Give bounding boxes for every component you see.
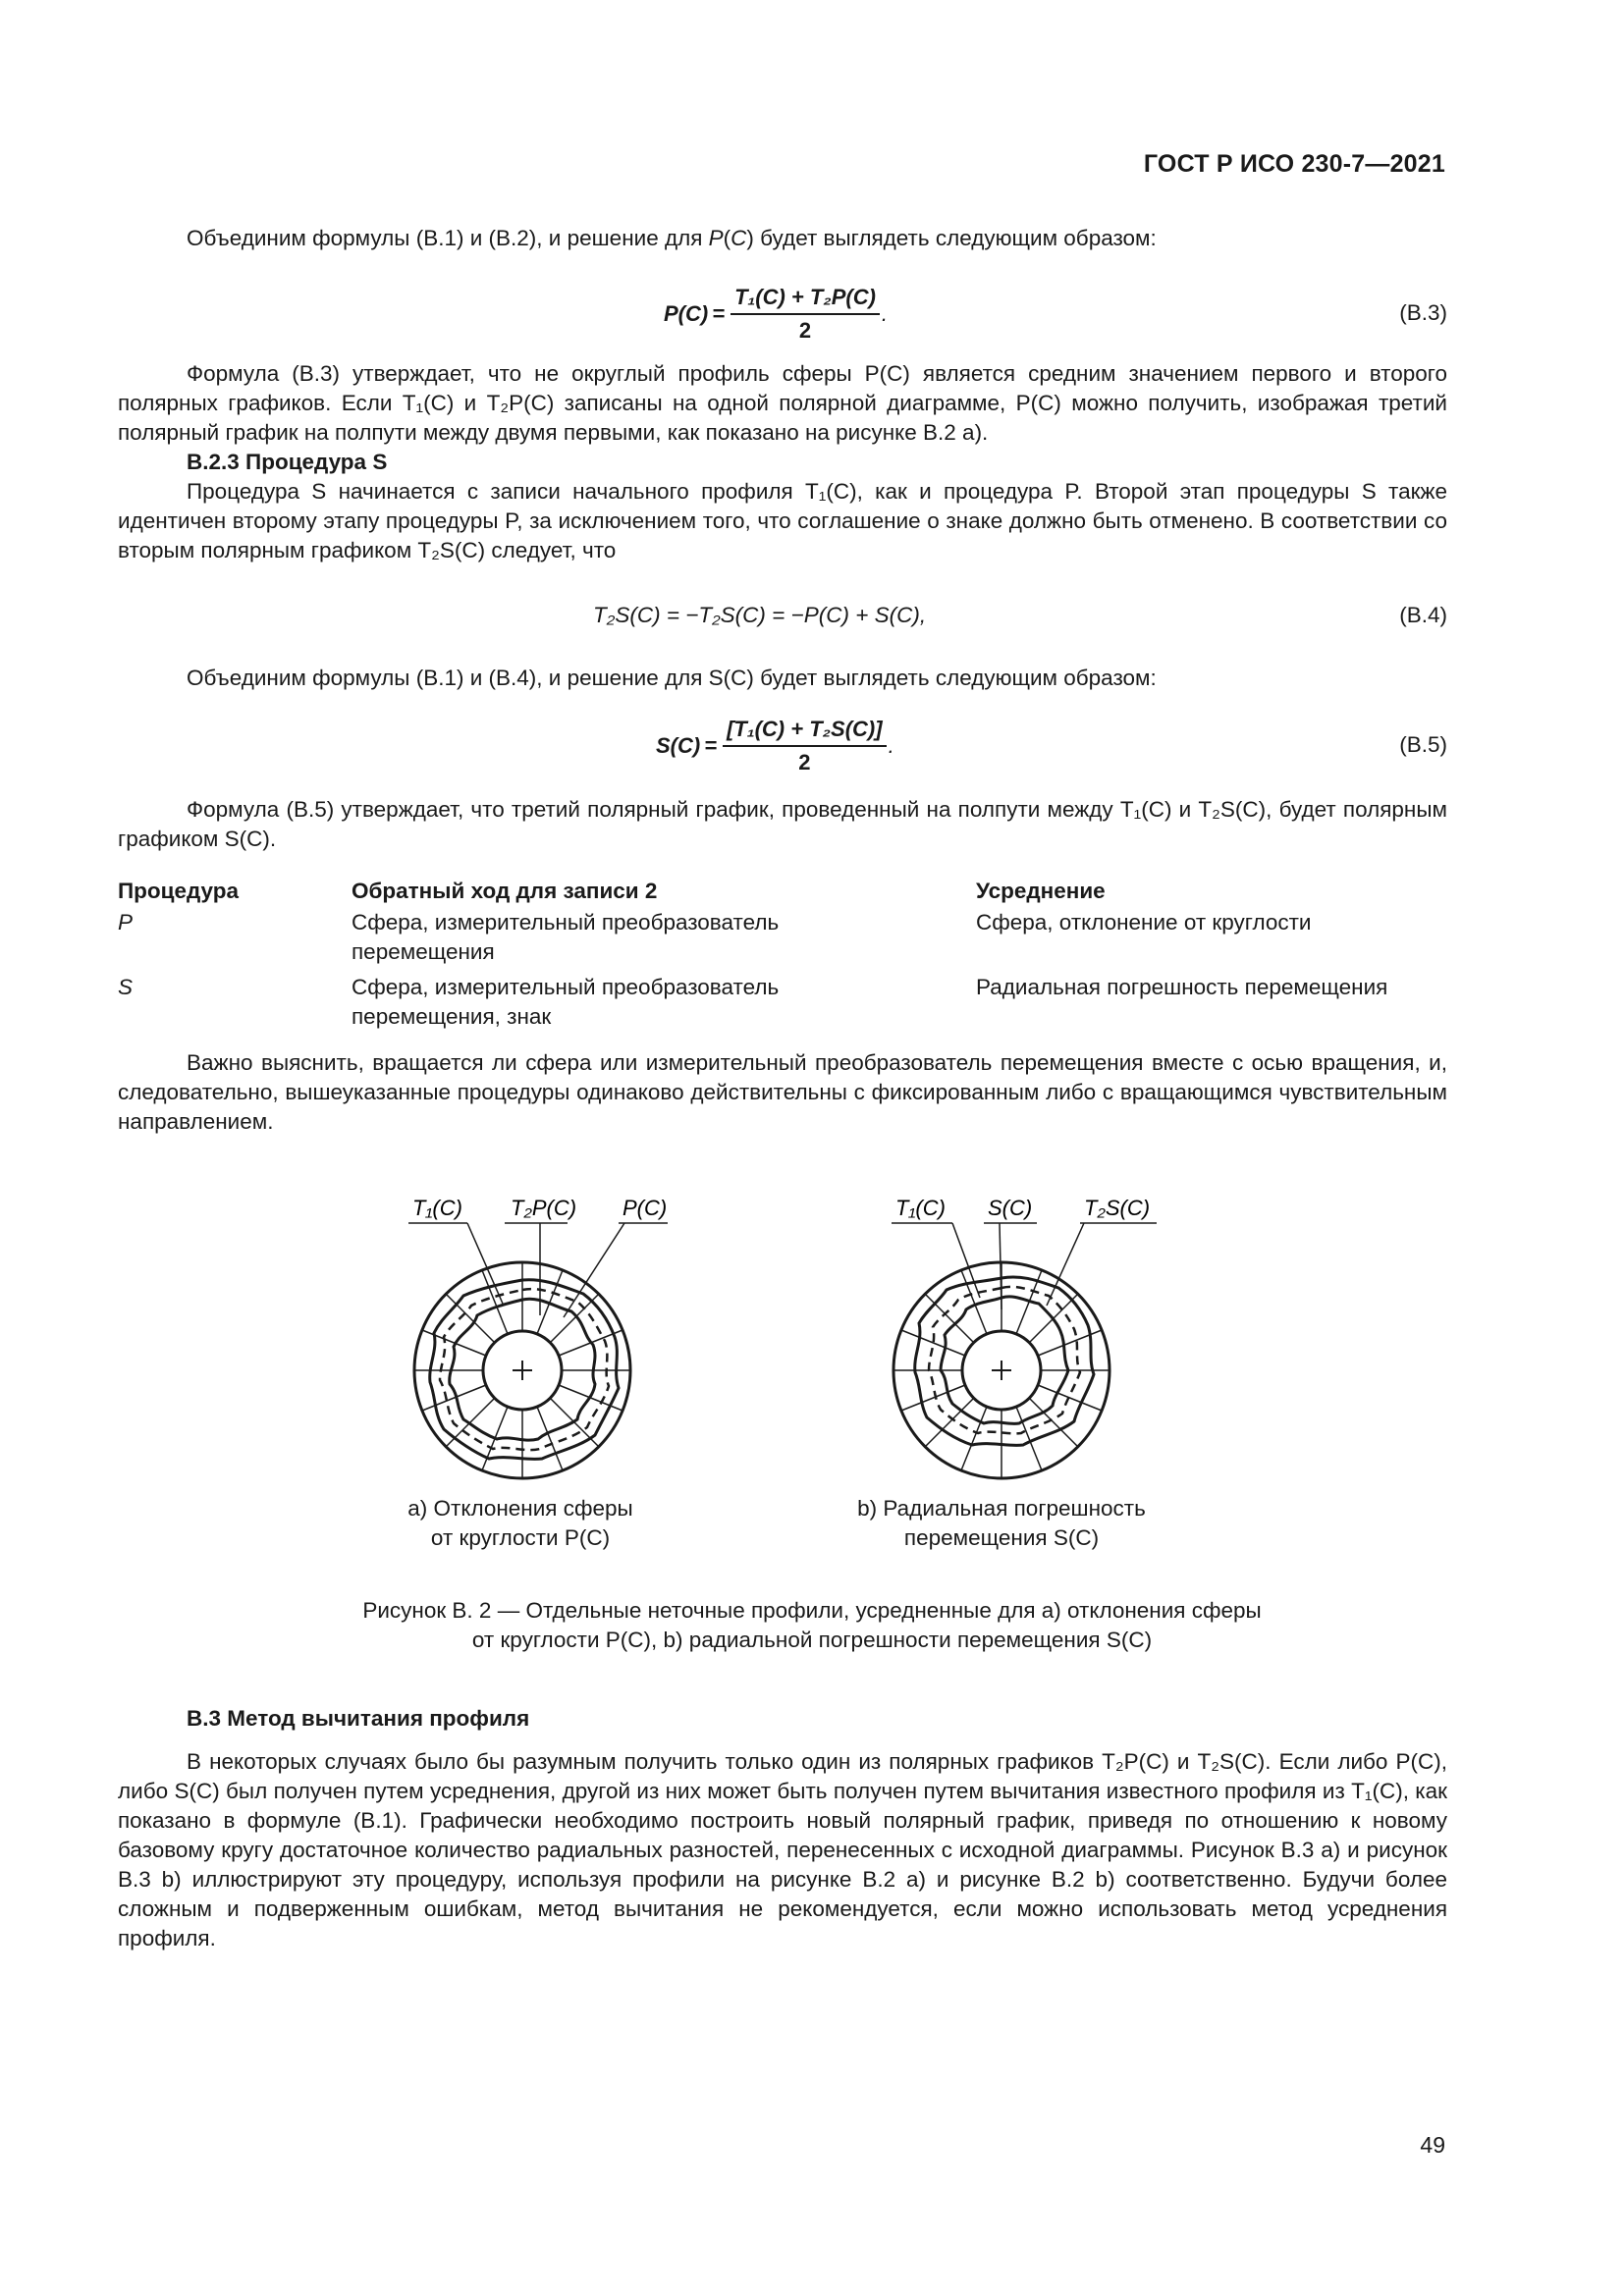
table-row (118, 967, 1447, 1032)
table-cell: Сфера, измерительный преобразователь перемещения (352, 910, 780, 964)
table-cell: Сфера, отклонение от круглости (976, 910, 1312, 934)
page-number: 49 (1420, 2132, 1445, 2158)
paragraph-b5-explanation: Формула (B.5) утверждает, что третий полярный график, проведенный на полпути между T₁(C) и T₂S(C), будет полярным графиком S(C). (118, 797, 1447, 851)
table-header: Усреднение (976, 879, 1106, 903)
paragraph-intro-b3: Объединим формулы (B.1) и (B.2), и решение для P(C) будет выглядеть следующим образом: (187, 226, 1157, 250)
procedure-table (118, 877, 1447, 1032)
figure-a-polar-plot (393, 1188, 668, 1482)
paragraph-rotation-note: Важно выяснить, вращается ли сфера или измерительный преобразователь перемещения вместе с осью вращения, и, следовательно, вышеуказанные процедуры одинаково действительны с фиксированным либо с вращающимся чувствительным направлением. (118, 1050, 1447, 1134)
table-cell: S (118, 975, 134, 999)
label-s: S(C) (988, 1196, 1033, 1220)
paragraph-subtraction-method: В некоторых случаях было бы разумным получить только один из полярных графиков T₂P(C) и T₂S(C). Если либо P(C), либо S(C) был получен путем усреднения, другой из них может быть получен путем вычитания известного профиля из T₁(C), как показано в формуле (B.1). Графически необходимо построить новый полярный график, приведя по отношению к новому базовому кругу достаточное количество радиальных разностей, перенесенных с исходной диаграммы. Рисунок B.3 a) и рисунок B.3 b) иллюстрируют эту процедуру, используя профили на рисунке B.2 a) и рисунке B.2 b) соответственно. Будучи более сложным и подверженным ошибкам, метод вычитания не рекомендуется, если можно использовать метод усреднения профиля. (118, 1749, 1447, 1950)
label-t2s: T₂S(C) (1084, 1196, 1151, 1220)
figure-b-polar-plot (872, 1188, 1157, 1482)
figure-caption: Рисунок B. 2 — Отдельные неточные профили, усредненные для a) отклонения сферы от круглости P(C), b) радиальной погрешности перемещения S(C) (362, 1598, 1262, 1652)
label-p: P(C) (623, 1196, 668, 1220)
label-t2p: T₂P(C) (511, 1196, 577, 1220)
formula-b5: S(C) = $\frac{\text{[T₁(C) + T₂S(C)]}}{2}$ . (B.5) (656, 717, 1447, 774)
paragraph-b3-explanation: Формула (B.3) утверждает, что не округлый профиль сферы P(C) является средним значением первого и второго полярных графиков. Если T₁(C) и T₂P(C) записаны на одной полярной диаграмме, P(C) можно получить, изображая третий полярный график на полпути между двумя первыми, как показано на рисунке B.2 a). (118, 361, 1447, 445)
figure-a-subcaption: a) Отклонения сферы от круглости P(C) (407, 1496, 633, 1550)
formula-label-b5: (B.5) (1399, 732, 1447, 757)
section-heading-b23: B.2.3 Процедура S (187, 450, 388, 474)
figure-b-subcaption: b) Радиальная погрешность перемещения S(C) (857, 1496, 1146, 1550)
label-t1: T₁(C) (895, 1196, 946, 1220)
table-header: Обратный ход для записи 2 (352, 879, 658, 903)
paragraph-intro-b5: Объединим формулы (B.1) и (B.4), и решение для S(C) будет выглядеть следующим образом: (187, 666, 1157, 690)
table-cell: P (118, 910, 134, 934)
section-heading-b3: B.3 Метод вычитания профиля (187, 1706, 530, 1731)
formula-b4: T₂S(C) = −T₂S(C) = −P(C) + S(C), (B.4) (593, 603, 1447, 627)
table-cell: Радиальная погрешность перемещения (976, 975, 1388, 999)
paragraph-procedure-s: Процедура S начинается с записи начального профиля T₁(C), как и процедура P. Второй этап процедуры S также идентичен второму этапу процедуры P, за исключением того, что соглашение о знаке должно быть отменено. В соответствии со вторым полярным графиком T₂S(C) следует, что (118, 479, 1447, 562)
formula-b3: P(C) = $\frac{\text{T₁(C) + T₂P(C)}}{2}$ . (B.3) (664, 285, 1447, 343)
table-header-row (118, 877, 1447, 908)
table-cell: Сфера, измерительный преобразователь перемещения, знак (352, 975, 780, 1029)
table-row (118, 908, 1447, 967)
formula-label-b3: (B.3) (1399, 300, 1447, 325)
table-header: Процедура (118, 879, 240, 903)
document-code: ГОСТ Р ИСО 230-7—2021 (1143, 150, 1445, 178)
label-t1: T₁(C) (412, 1196, 462, 1220)
